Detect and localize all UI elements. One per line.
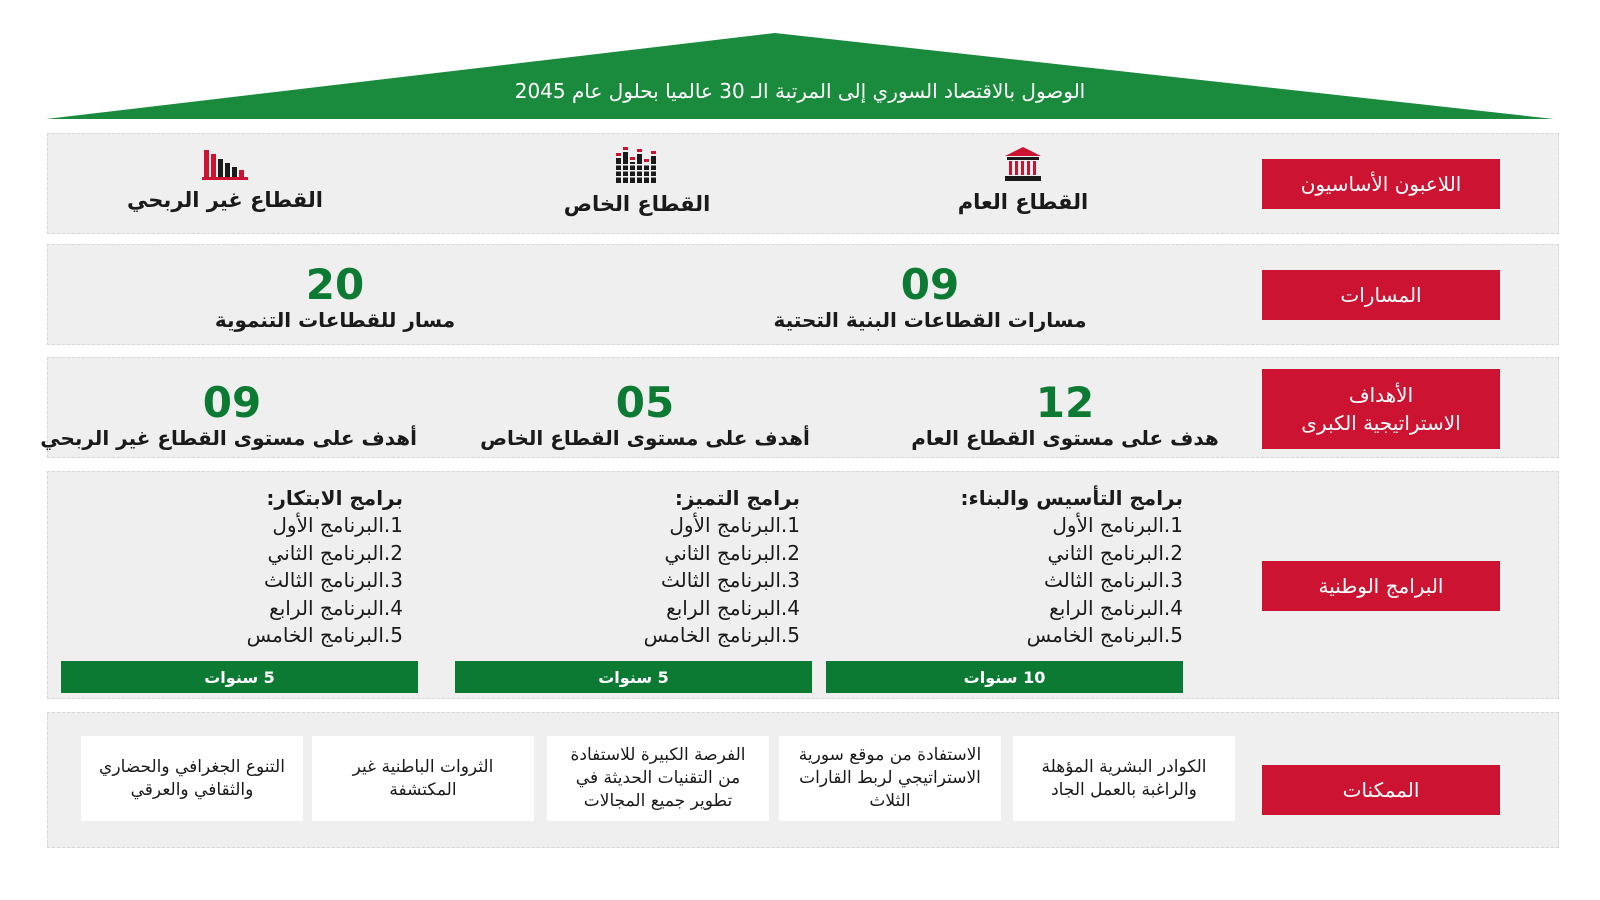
program-item: 1.البرنامج الأول <box>669 513 800 537</box>
program-item: 2.البرنامج الثاني <box>1047 540 1183 565</box>
metric-goals-nonprofit <box>40 378 417 450</box>
metric-caption: أهدف على مستوى القطاع الخاص <box>480 426 810 450</box>
metric-caption: هدف على مستوى القطاع العام <box>911 426 1219 450</box>
actor-name: القطاع غير الربحي <box>127 188 323 212</box>
roof-triangle <box>46 33 1554 121</box>
actor-nonprofit-sector <box>105 148 345 212</box>
program-group-excellence <box>420 484 800 650</box>
program-group-title: برامج التميز: <box>674 486 800 510</box>
vision-title: الوصول بالاقتصاد السوري إلى المرتبة الـ 30 عالميا بحلول عام 2045 <box>514 79 1086 103</box>
program-group-innovation <box>23 484 403 650</box>
label-goals <box>1262 369 1500 449</box>
enabler-card: الاستفادة من موقع سورية الاستراتيجي لربط القارات الثلاث <box>779 736 1001 821</box>
program-group-foundation <box>803 484 1183 650</box>
program-item: 5.البرنامج الخامس <box>246 623 403 647</box>
enabler-card: الفرصة الكبيرة للاستفادة من التقنيات الحديثة في تطوير جميع المجالات <box>547 736 769 821</box>
duration-bar-excellence: 5 سنوات <box>455 661 812 693</box>
program-group-title: برامج الابتكار: <box>266 486 403 510</box>
metric-goals-public <box>900 380 1230 450</box>
program-item: 4.البرنامج الرابع <box>1049 595 1183 620</box>
enabler-card: التنوع الجغرافي والحضاري والثقافي والعرقي <box>81 736 303 821</box>
label-programs: البرامج الوطنية <box>1262 561 1500 611</box>
actor-public-sector <box>903 146 1143 214</box>
roof <box>46 33 1554 121</box>
program-item: 1.البرنامج الأول <box>1052 513 1183 537</box>
enabler-card: الكوادر البشرية المؤهلة والراغبة بالعمل الجاد <box>1013 736 1235 821</box>
bar-chart-icon <box>202 148 248 180</box>
program-item: 4.البرنامج الرابع <box>269 595 403 620</box>
government-building-icon <box>1003 146 1043 182</box>
program-item: 5.البرنامج الخامس <box>1026 623 1183 647</box>
metric-infrastructure-tracks <box>760 262 1100 332</box>
metric-goals-private <box>470 380 820 450</box>
program-item: 5.البرنامج الخامس <box>643 623 800 647</box>
metric-caption: مسارات القطاعات البنية التحتية <box>773 308 1087 332</box>
actor-name: القطاع العام <box>957 190 1089 214</box>
program-item: 1.البرنامج الأول <box>272 513 403 537</box>
actor-name: القطاع الخاص <box>563 192 711 216</box>
program-item: 2.البرنامج الثاني <box>664 540 800 565</box>
metric-caption: مسار للقطاعات التنموية <box>214 308 456 332</box>
program-item: 3.البرنامج الثالث <box>661 568 800 592</box>
program-list <box>23 512 403 650</box>
label-goals-line1: الأهداف <box>1348 383 1414 407</box>
label-goals-line2: الاستراتيجية الكبرى <box>1301 411 1461 435</box>
label-actors: اللاعبون الأساسيون <box>1262 159 1500 209</box>
metric-development-tracks <box>180 262 490 332</box>
metric-number: 20 <box>305 260 365 309</box>
program-item: 3.البرنامج الثالث <box>1044 568 1183 592</box>
actor-private-sector <box>517 144 757 216</box>
metric-number: 05 <box>615 378 675 427</box>
program-item: 3.البرنامج الثالث <box>264 568 403 592</box>
program-list <box>420 512 800 650</box>
program-group-title: برامج التأسيس والبناء: <box>960 486 1183 510</box>
program-list <box>803 512 1183 650</box>
duration-bar-innovation: 5 سنوات <box>61 661 418 693</box>
program-item: 2.البرنامج الثاني <box>267 540 403 565</box>
metric-number: 09 <box>202 378 262 427</box>
program-item: 4.البرنامج الرابع <box>666 595 800 620</box>
label-tracks: المسارات <box>1262 270 1500 320</box>
label-enablers: الممكنات <box>1262 765 1500 815</box>
duration-bar-foundation: 10 سنوات <box>826 661 1183 693</box>
metric-caption: أهدف على مستوى القطاع غير الربحي <box>40 426 417 450</box>
metric-number: 09 <box>900 260 960 309</box>
enabler-card: الثروات الباطنية غير المكتشفة <box>312 736 534 821</box>
metric-number: 12 <box>1035 378 1095 427</box>
private-sector-equalizer-icon <box>615 144 659 184</box>
